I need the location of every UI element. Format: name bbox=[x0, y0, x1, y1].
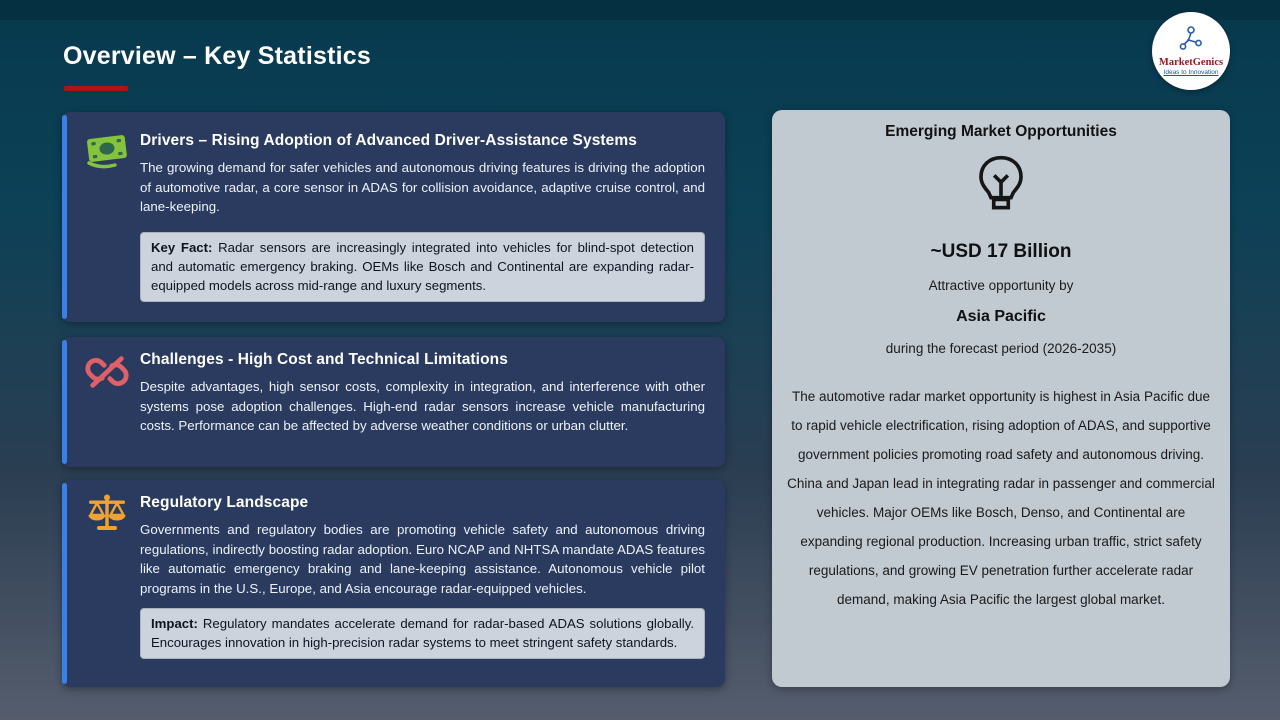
key-fact-text: Radar sensors are increasingly integrated into vehicles for blind-spot detection and automatic emergency braking. OEMs like Bosch and Continental are expanding radar-equipped models across mid-range and luxury segments. bbox=[151, 239, 694, 293]
logo bbox=[1152, 12, 1230, 90]
drivers-card bbox=[62, 112, 725, 322]
logo-tagline: Ideas to Innovation bbox=[1163, 69, 1219, 77]
regulatory-card-body: Governments and regulatory bodies are promoting vehicle safety and autonomous driving regulations, indirectly boosting radar adoption. Euro NCAP and NHTSA mandate ADAS features like automatic emergency braking and lane-keeping assistance. Autonomous vehicle pilot programs in the U.S., Europe, and Asia encourage radar-equipped vehicles. bbox=[140, 522, 705, 596]
title-underline bbox=[64, 86, 128, 91]
opportunity-subtitle: Attractive opportunity by bbox=[928, 278, 1074, 293]
top-band bbox=[0, 0, 1280, 20]
impact-text: Regulatory mandates accelerate demand for radar-based ADAS solutions globally. Encourages innovation in high-precision radar systems to meet stringent safety standards. bbox=[151, 616, 694, 651]
opportunity-panel-title: Emerging Market Opportunities bbox=[885, 123, 1117, 140]
logo-name: MarketGenics bbox=[1158, 56, 1224, 68]
page-title: Overview – Key Statistics bbox=[63, 42, 371, 70]
forecast-period: during the forecast period (2026-2035) bbox=[885, 341, 1117, 356]
drivers-card-title: Drivers – Rising Adoption of Advanced Driver-Assistance Systems bbox=[140, 132, 637, 149]
challenges-card-body: Despite advantages, high sensor costs, complexity in integration, and interference with other systems pose adoption challenges. High-end radar sensors increase vehicle manufacturing costs. Performance can be affected by adverse weather conditions or urban clutter. bbox=[140, 379, 705, 434]
card-accent-bar bbox=[62, 340, 67, 464]
card-accent-bar bbox=[62, 115, 67, 319]
molecule-icon bbox=[1176, 25, 1206, 56]
challenges-card bbox=[62, 337, 725, 467]
opportunity-description: The automotive radar market opportunity is highest in Asia Pacific due to rapid vehicle electrification, rising adoption of ADAS, and supportive government policies promoting road safety and autonomous driving. China and Japan lead in integrating radar in passenger and commercial vehicles. Major OEMs like Bosch, Denso, and Continental are expanding regional production. Increasing urban traffic, strict safety regulations, and growing EV penetration further accelerate radar demand, making Asia Pacific the largest global market. bbox=[787, 389, 1215, 607]
card-accent-bar bbox=[62, 483, 67, 684]
money-icon bbox=[84, 132, 130, 178]
key-fact-label: Key Fact: bbox=[151, 239, 213, 255]
drivers-card-body: The growing demand for safer vehicles and autonomous driving features is driving the adoption of automotive radar, a core sensor in ADAS for collision avoidance, adaptive cruise control, and lane-keeping. bbox=[140, 160, 705, 215]
lightbulb-icon bbox=[772, 154, 1230, 214]
impact-callout bbox=[140, 608, 705, 659]
regulatory-card-title: Regulatory Landscape bbox=[140, 494, 309, 511]
broken-link-icon bbox=[84, 351, 130, 397]
market-value: ~USD 17 Billion bbox=[930, 241, 1072, 262]
key-fact-callout bbox=[140, 232, 705, 302]
impact-label: Impact: bbox=[151, 616, 198, 632]
opportunity-region: Asia Pacific bbox=[956, 308, 1046, 325]
regulatory-card bbox=[62, 480, 725, 687]
opportunity-panel bbox=[772, 110, 1230, 687]
challenges-card-title: Challenges - High Cost and Technical Limitations bbox=[140, 351, 508, 368]
scales-icon bbox=[84, 492, 130, 538]
